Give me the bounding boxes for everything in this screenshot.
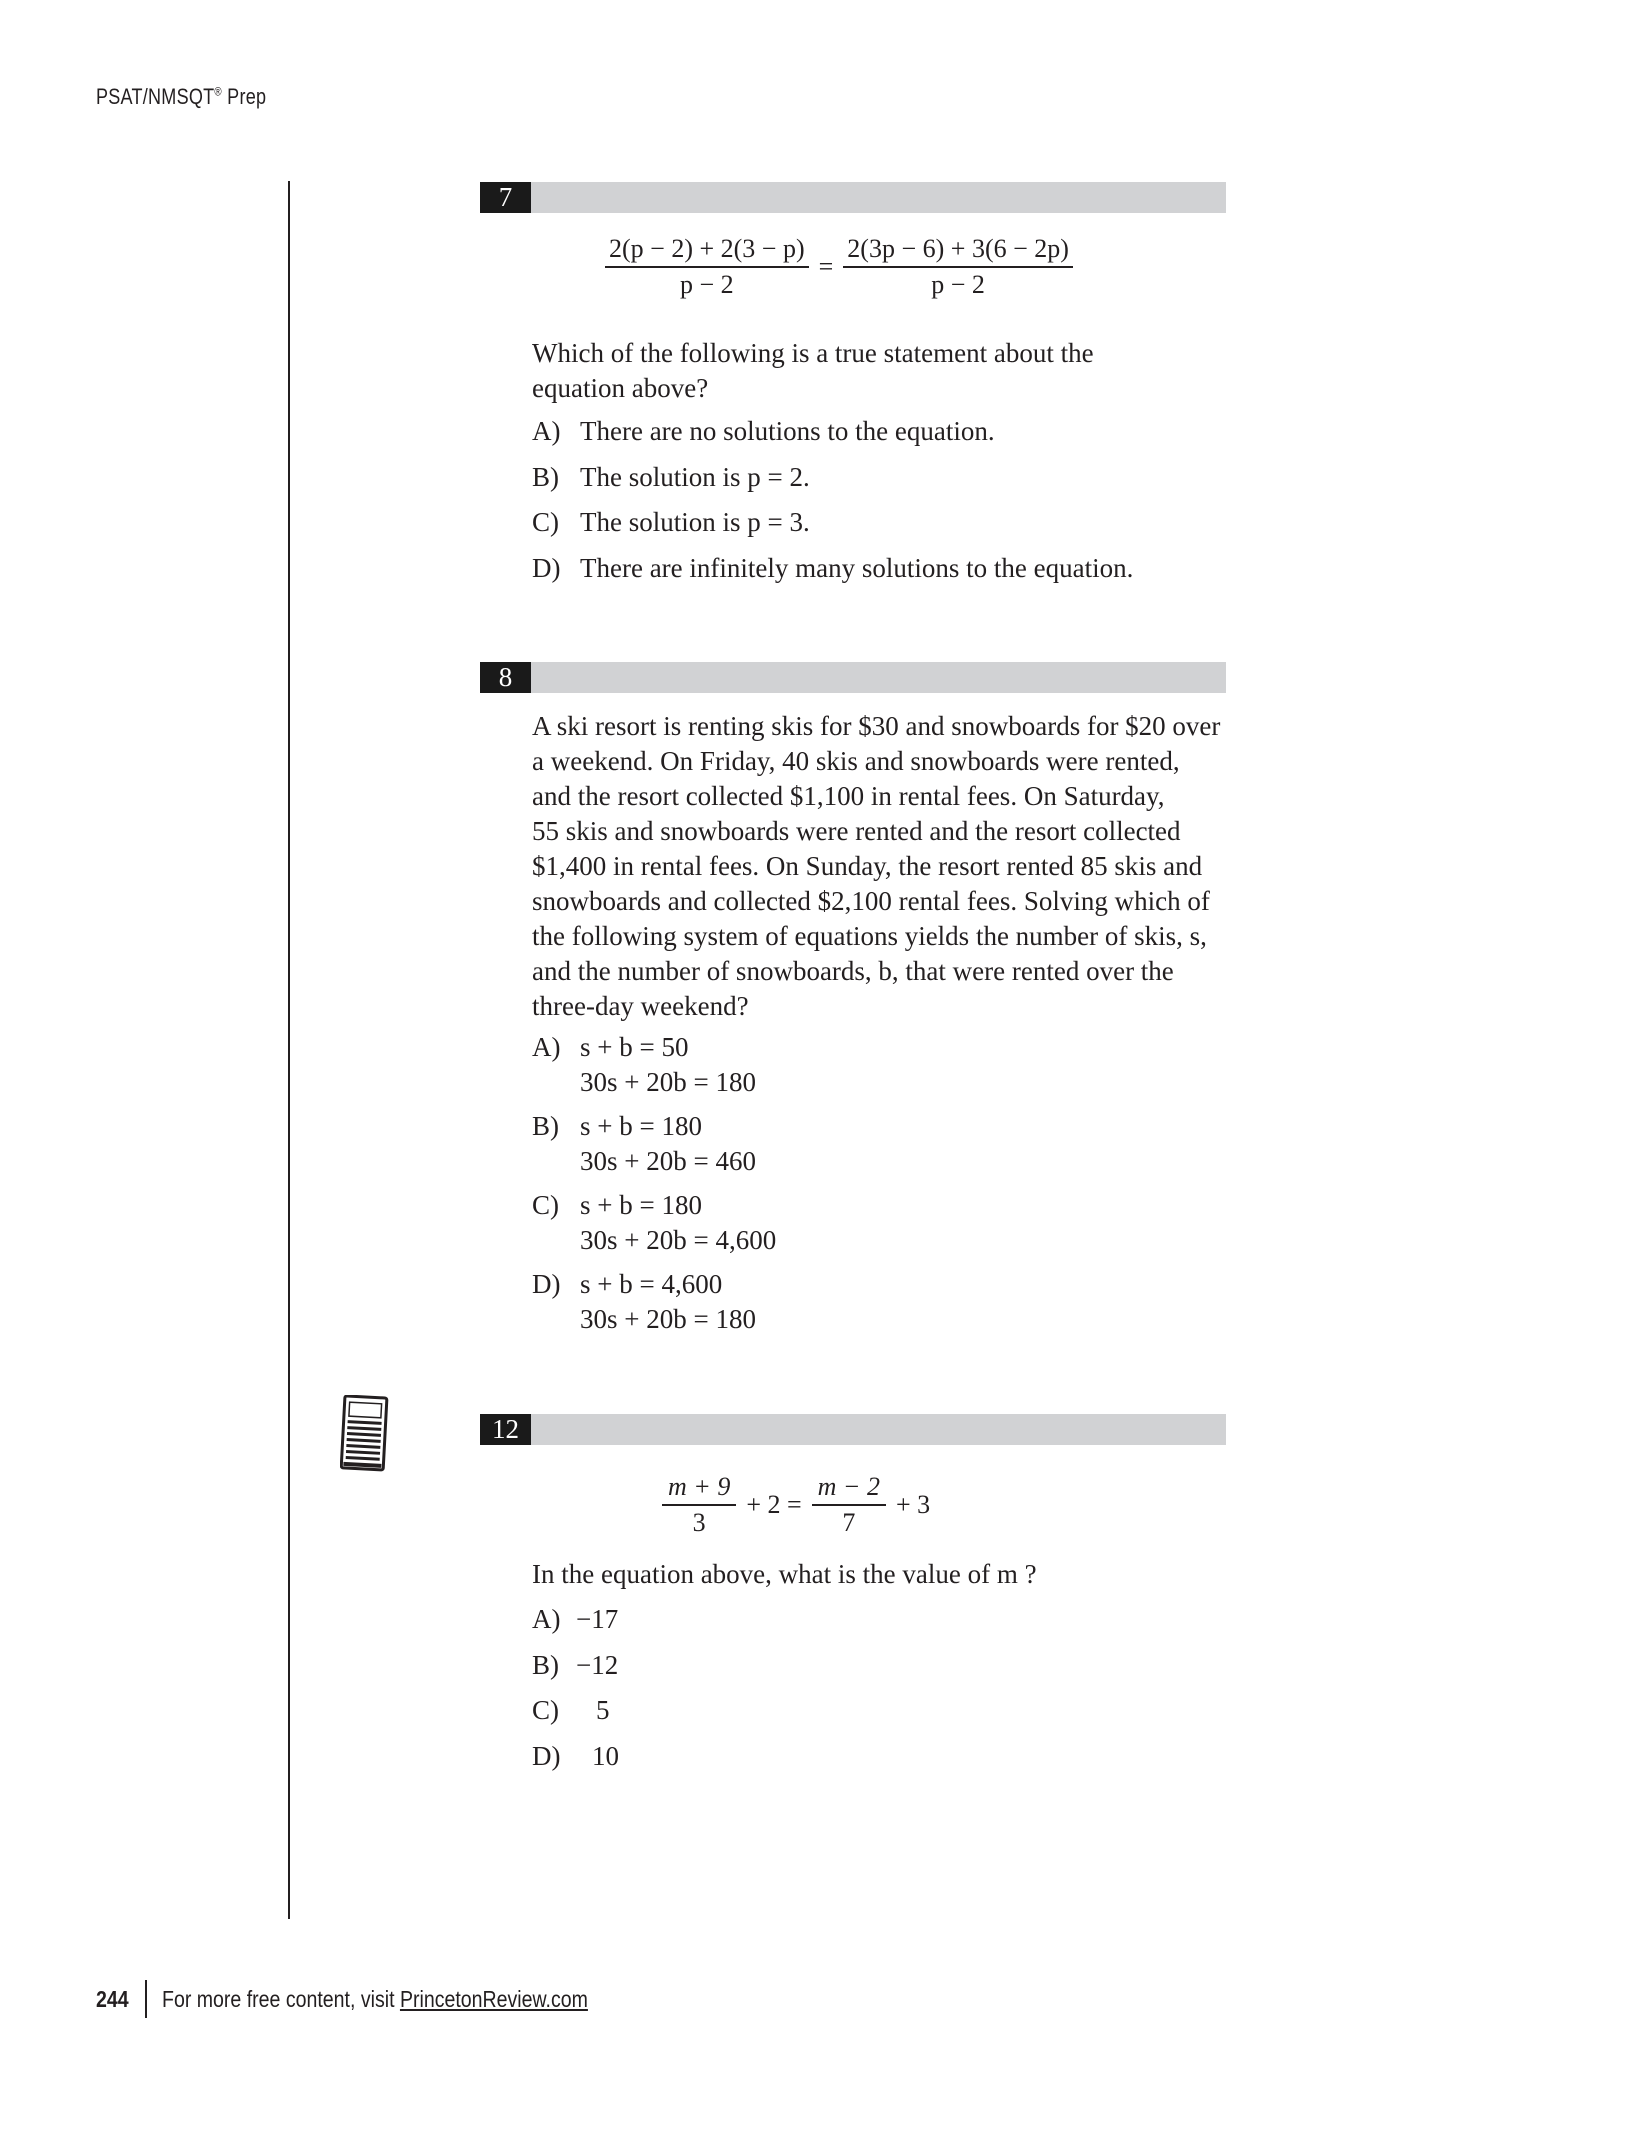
question-8-header xyxy=(480,662,1226,693)
denominator: 3 xyxy=(692,1508,706,1537)
stem-line: snowboards and collected $2,100 rental fees. Solving which of xyxy=(532,886,1210,916)
footer-divider xyxy=(145,1980,147,2018)
stem-line: three-day weekend? xyxy=(532,991,749,1021)
stem-line: A ski resort is renting skis for $30 and snowboards for $20 over xyxy=(532,711,1221,741)
option-line: s + b = 50 xyxy=(580,1032,689,1062)
option-line: 30s + 20b = 4,600 xyxy=(580,1225,777,1255)
option-label: A) xyxy=(532,1604,561,1634)
denominator: p − 2 xyxy=(931,270,985,299)
question-number: 7 xyxy=(480,182,531,213)
stem-line: and the resort collected $1,100 in rental fees. On Saturday, xyxy=(532,781,1165,811)
option-b[interactable] xyxy=(532,1109,756,1179)
option-text: The solution is p = 3. xyxy=(580,507,810,537)
option-label: B) xyxy=(532,1650,559,1680)
numerator: m − 2 xyxy=(812,1472,886,1506)
question-12-stem: In the equation above, what is the value of m ? xyxy=(532,1559,1037,1589)
option-d[interactable] xyxy=(532,1739,619,1774)
fraction-right xyxy=(843,234,1073,300)
stem-line: and the number of snowboards, b, that were rented over the xyxy=(532,956,1174,986)
question-8-stem xyxy=(532,709,1220,1024)
option-d[interactable] xyxy=(532,1267,756,1337)
running-head-title: PSAT/NMSQT xyxy=(96,84,215,109)
numerator: 2(p − 2) + 2(3 − p) xyxy=(605,234,809,268)
question-7-header xyxy=(480,182,1226,213)
stem-line: $1,400 in rental fees. On Sunday, the resort rented 85 skis and xyxy=(532,851,1203,881)
denominator: p − 2 xyxy=(679,270,734,299)
option-label: B) xyxy=(532,462,559,492)
denominator: 7 xyxy=(842,1508,856,1537)
option-text: There are no solutions to the equation. xyxy=(580,416,995,446)
option-label: C) xyxy=(532,1695,559,1725)
numerator: 2(3p − 6) + 3(6 − 2p) xyxy=(843,234,1073,268)
option-label: D) xyxy=(532,1269,561,1299)
option-text: There are infinitely many solutions to the equation. xyxy=(580,553,1134,583)
option-label: D) xyxy=(532,553,561,583)
option-c[interactable] xyxy=(532,1693,610,1728)
numerator: m + 9 xyxy=(662,1472,736,1506)
question-number: 8 xyxy=(480,662,531,693)
equals-sign: = xyxy=(818,252,834,281)
footer-caption: For more free content, visit xyxy=(162,1986,400,2012)
fraction-left xyxy=(605,234,809,300)
option-text: −12 xyxy=(576,1650,619,1680)
fraction-left xyxy=(662,1472,736,1538)
option-label: B) xyxy=(532,1111,559,1141)
option-b[interactable] xyxy=(532,1648,618,1683)
option-b[interactable] xyxy=(532,460,810,495)
plus-equals: + 2 = xyxy=(746,1490,802,1519)
page-number: 244 xyxy=(96,1986,129,2012)
option-line: s + b = 4,600 xyxy=(580,1269,723,1299)
option-line: 30s + 20b = 180 xyxy=(580,1067,756,1097)
stem-line: the following system of equations yields the number of skis, s, xyxy=(532,921,1207,951)
option-label: A) xyxy=(532,416,561,446)
question-12-equation xyxy=(662,1472,930,1538)
plus-three: + 3 xyxy=(895,1490,931,1519)
question-number: 12 xyxy=(480,1414,531,1445)
option-label: C) xyxy=(532,1190,559,1220)
option-a[interactable] xyxy=(532,1602,618,1637)
question-7-equation xyxy=(605,234,1073,300)
option-c[interactable] xyxy=(532,1188,776,1258)
question-12-header xyxy=(480,1414,1226,1445)
option-label: A) xyxy=(532,1032,561,1062)
running-head xyxy=(96,84,266,110)
registered-mark: ® xyxy=(214,84,222,99)
stem-line: equation above? xyxy=(532,373,709,403)
footer-text xyxy=(162,1986,588,2013)
calculator-icon xyxy=(340,1395,390,1473)
option-label: C) xyxy=(532,507,559,537)
option-text: 10 xyxy=(592,1741,619,1771)
fraction-right xyxy=(812,1472,886,1538)
option-a[interactable] xyxy=(532,414,995,449)
question-7-stem xyxy=(532,336,1094,406)
option-text: The solution is p = 2. xyxy=(580,462,810,492)
option-a[interactable] xyxy=(532,1030,756,1100)
stem-line: 55 skis and snowboards were rented and the resort collected xyxy=(532,816,1181,846)
option-label: D) xyxy=(532,1741,561,1771)
option-c[interactable] xyxy=(532,505,810,540)
option-line: s + b = 180 xyxy=(580,1111,702,1141)
option-d[interactable] xyxy=(532,551,1133,586)
option-line: 30s + 20b = 460 xyxy=(580,1146,756,1176)
princeton-review-link[interactable]: PrincetonReview.com xyxy=(399,1986,588,2012)
page-footer xyxy=(0,1986,1640,2026)
option-text: −17 xyxy=(576,1604,619,1634)
option-line: 30s + 20b = 180 xyxy=(580,1304,756,1334)
stem-line: Which of the following is a true statement about the xyxy=(532,338,1094,368)
running-head-suffix: Prep xyxy=(221,84,267,109)
option-line: s + b = 180 xyxy=(580,1190,702,1220)
margin-rule xyxy=(288,181,290,1919)
option-text: 5 xyxy=(596,1695,610,1725)
stem-line: a weekend. On Friday, 40 skis and snowboards were rented, xyxy=(532,746,1180,776)
